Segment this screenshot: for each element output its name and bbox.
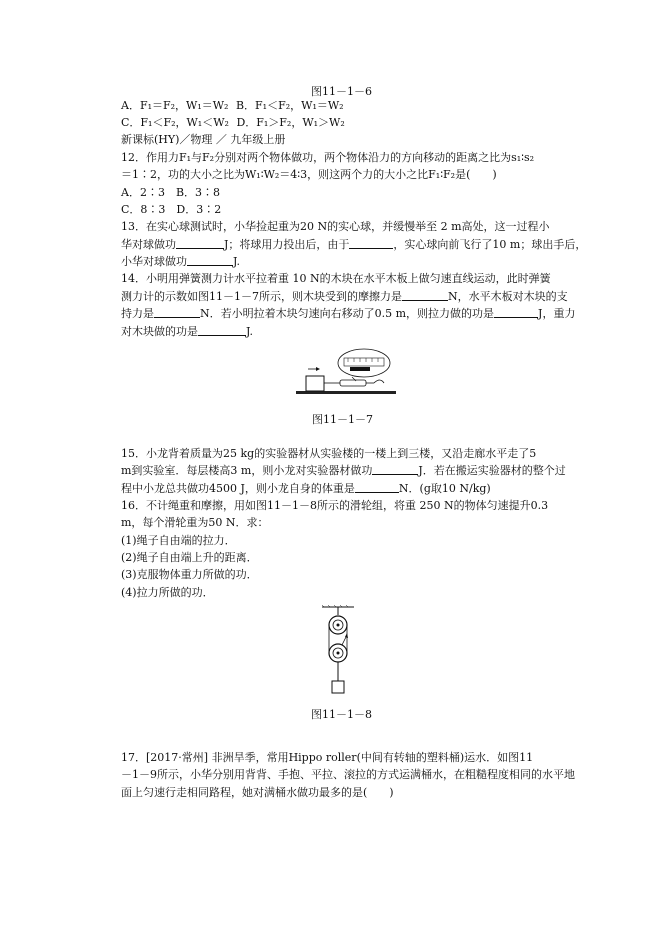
q15-line2: m到实验室．每层楼高3 m，则小龙对实验器材做功 J．若在搬运实验器材的整个过 xyxy=(121,464,566,477)
q11-option-c: C．F₁＜F₂，W₁＜W₂ xyxy=(121,116,229,129)
q13-blank-3[interactable] xyxy=(187,255,233,266)
q17-line1: 17．[2017·常州] 非洲旱季，常用Hippo roller(中间有转轴的塑料桶)运水．如图11 xyxy=(121,751,534,764)
q15-blank-1[interactable] xyxy=(372,464,418,475)
q14-line3: 持力是 N．若小明拉着木块匀速向右移动了0.5 m，则拉力做的功是 J，重力 xyxy=(121,307,576,320)
q16-sub1: (1)绳子自由端的拉力． xyxy=(121,534,236,547)
fig-11-1-6-caption: 图11－1－6 xyxy=(311,85,372,98)
fig-11-1-7-caption: 图11－1－7 xyxy=(312,413,373,426)
q12-line2: ＝1∶2，功的大小之比为W₁∶W₂＝4∶3，则这两个力的大小之比F₁∶F₂是( ) xyxy=(121,168,497,181)
q15-line3: 程中小龙总共做功4500 J，则小龙自身的体重是 N．(g取10 N/kg) xyxy=(121,482,491,495)
pulley-system-icon xyxy=(318,605,358,697)
q11-option-b: B．F₁＜F₂，W₁＝W₂ xyxy=(235,99,344,112)
q13-line3: 小华对球做功 J. xyxy=(121,255,241,268)
q14-line2: 测力计的示数如图11－1－7所示，则木块受到的摩擦力是 N，水平木板对木块的支 xyxy=(121,290,568,303)
q12-options-cd: C．8∶3 D．3∶2 xyxy=(121,203,222,216)
q14-blank-1[interactable] xyxy=(402,290,448,301)
q14-blank-2[interactable] xyxy=(154,307,200,318)
q14-line4: 对木块做的功是 J. xyxy=(121,325,254,338)
q13-blank-2[interactable] xyxy=(349,238,393,249)
q11-options-ab xyxy=(121,99,344,113)
q11-options-cd xyxy=(121,116,345,130)
q14-blank-4[interactable] xyxy=(198,325,246,336)
q17-line3: 面上匀速行走相同路程，她对满桶水做功最多的是( ) xyxy=(121,786,394,799)
q16-line2: m，每个滑轮重为50 N．求： xyxy=(121,516,269,529)
q12-line1: 12．作用力F₁与F₂分别对两个物体做功，两个物体沿力的方向移动的距离之比为s₁∶s₂ xyxy=(121,151,535,164)
q15-blank-2[interactable] xyxy=(355,482,399,493)
q11-option-d: D．F₁＞F₂，W₁＞W₂ xyxy=(236,116,345,129)
q14-blank-3[interactable] xyxy=(494,307,538,318)
q13-blank-1[interactable] xyxy=(176,238,224,249)
q13-line1: 13．在实心球测试时，小华捡起重为20 N的实心球，并缓慢举至 2 m高处，这一过程小 xyxy=(121,220,550,233)
q16-sub4: (4)拉力所做的功． xyxy=(121,586,214,599)
q13-line2: 华对球做功 J；将球用力投出后，由于 ，实心球向前飞行了10 m；球出手后， xyxy=(121,238,587,251)
q15-line1: 15．小龙背着质量为25 kg的实验器材从实验楼的一楼上到三楼，又沿走廊水平走了5 xyxy=(121,447,537,460)
q17-line2: －1－9所示，小华分别用背背、手抱、平拉、滚拉的方式运满桶水，在粗糙程度相同的水平地 xyxy=(121,768,575,781)
q11-option-a: A．F₁＝F₂，W₁＝W₂ xyxy=(121,99,229,112)
spring-scale-block-icon xyxy=(294,343,398,403)
q16-sub2: (2)绳子自由端上升的距离． xyxy=(121,551,258,564)
q12-options-ab: A．2∶3 B．3∶8 xyxy=(121,186,221,199)
q16-line1: 16．不计绳重和摩擦，用如图11－1－8所示的滑轮组，将重 250 N的物体匀速提升0.3 xyxy=(121,499,549,512)
q14-line1: 14．小明用弹簧测力计水平拉着重 10 N的木块在水平木板上做匀速直线运动，此时弹簧 xyxy=(121,272,551,285)
fig-11-1-8-caption: 图11－1－8 xyxy=(311,708,372,721)
q16-sub3: (3)克服物体重力所做的功． xyxy=(121,568,258,581)
header-line: 新课标(HY)／物理 ／ 九年级上册 xyxy=(121,133,286,146)
